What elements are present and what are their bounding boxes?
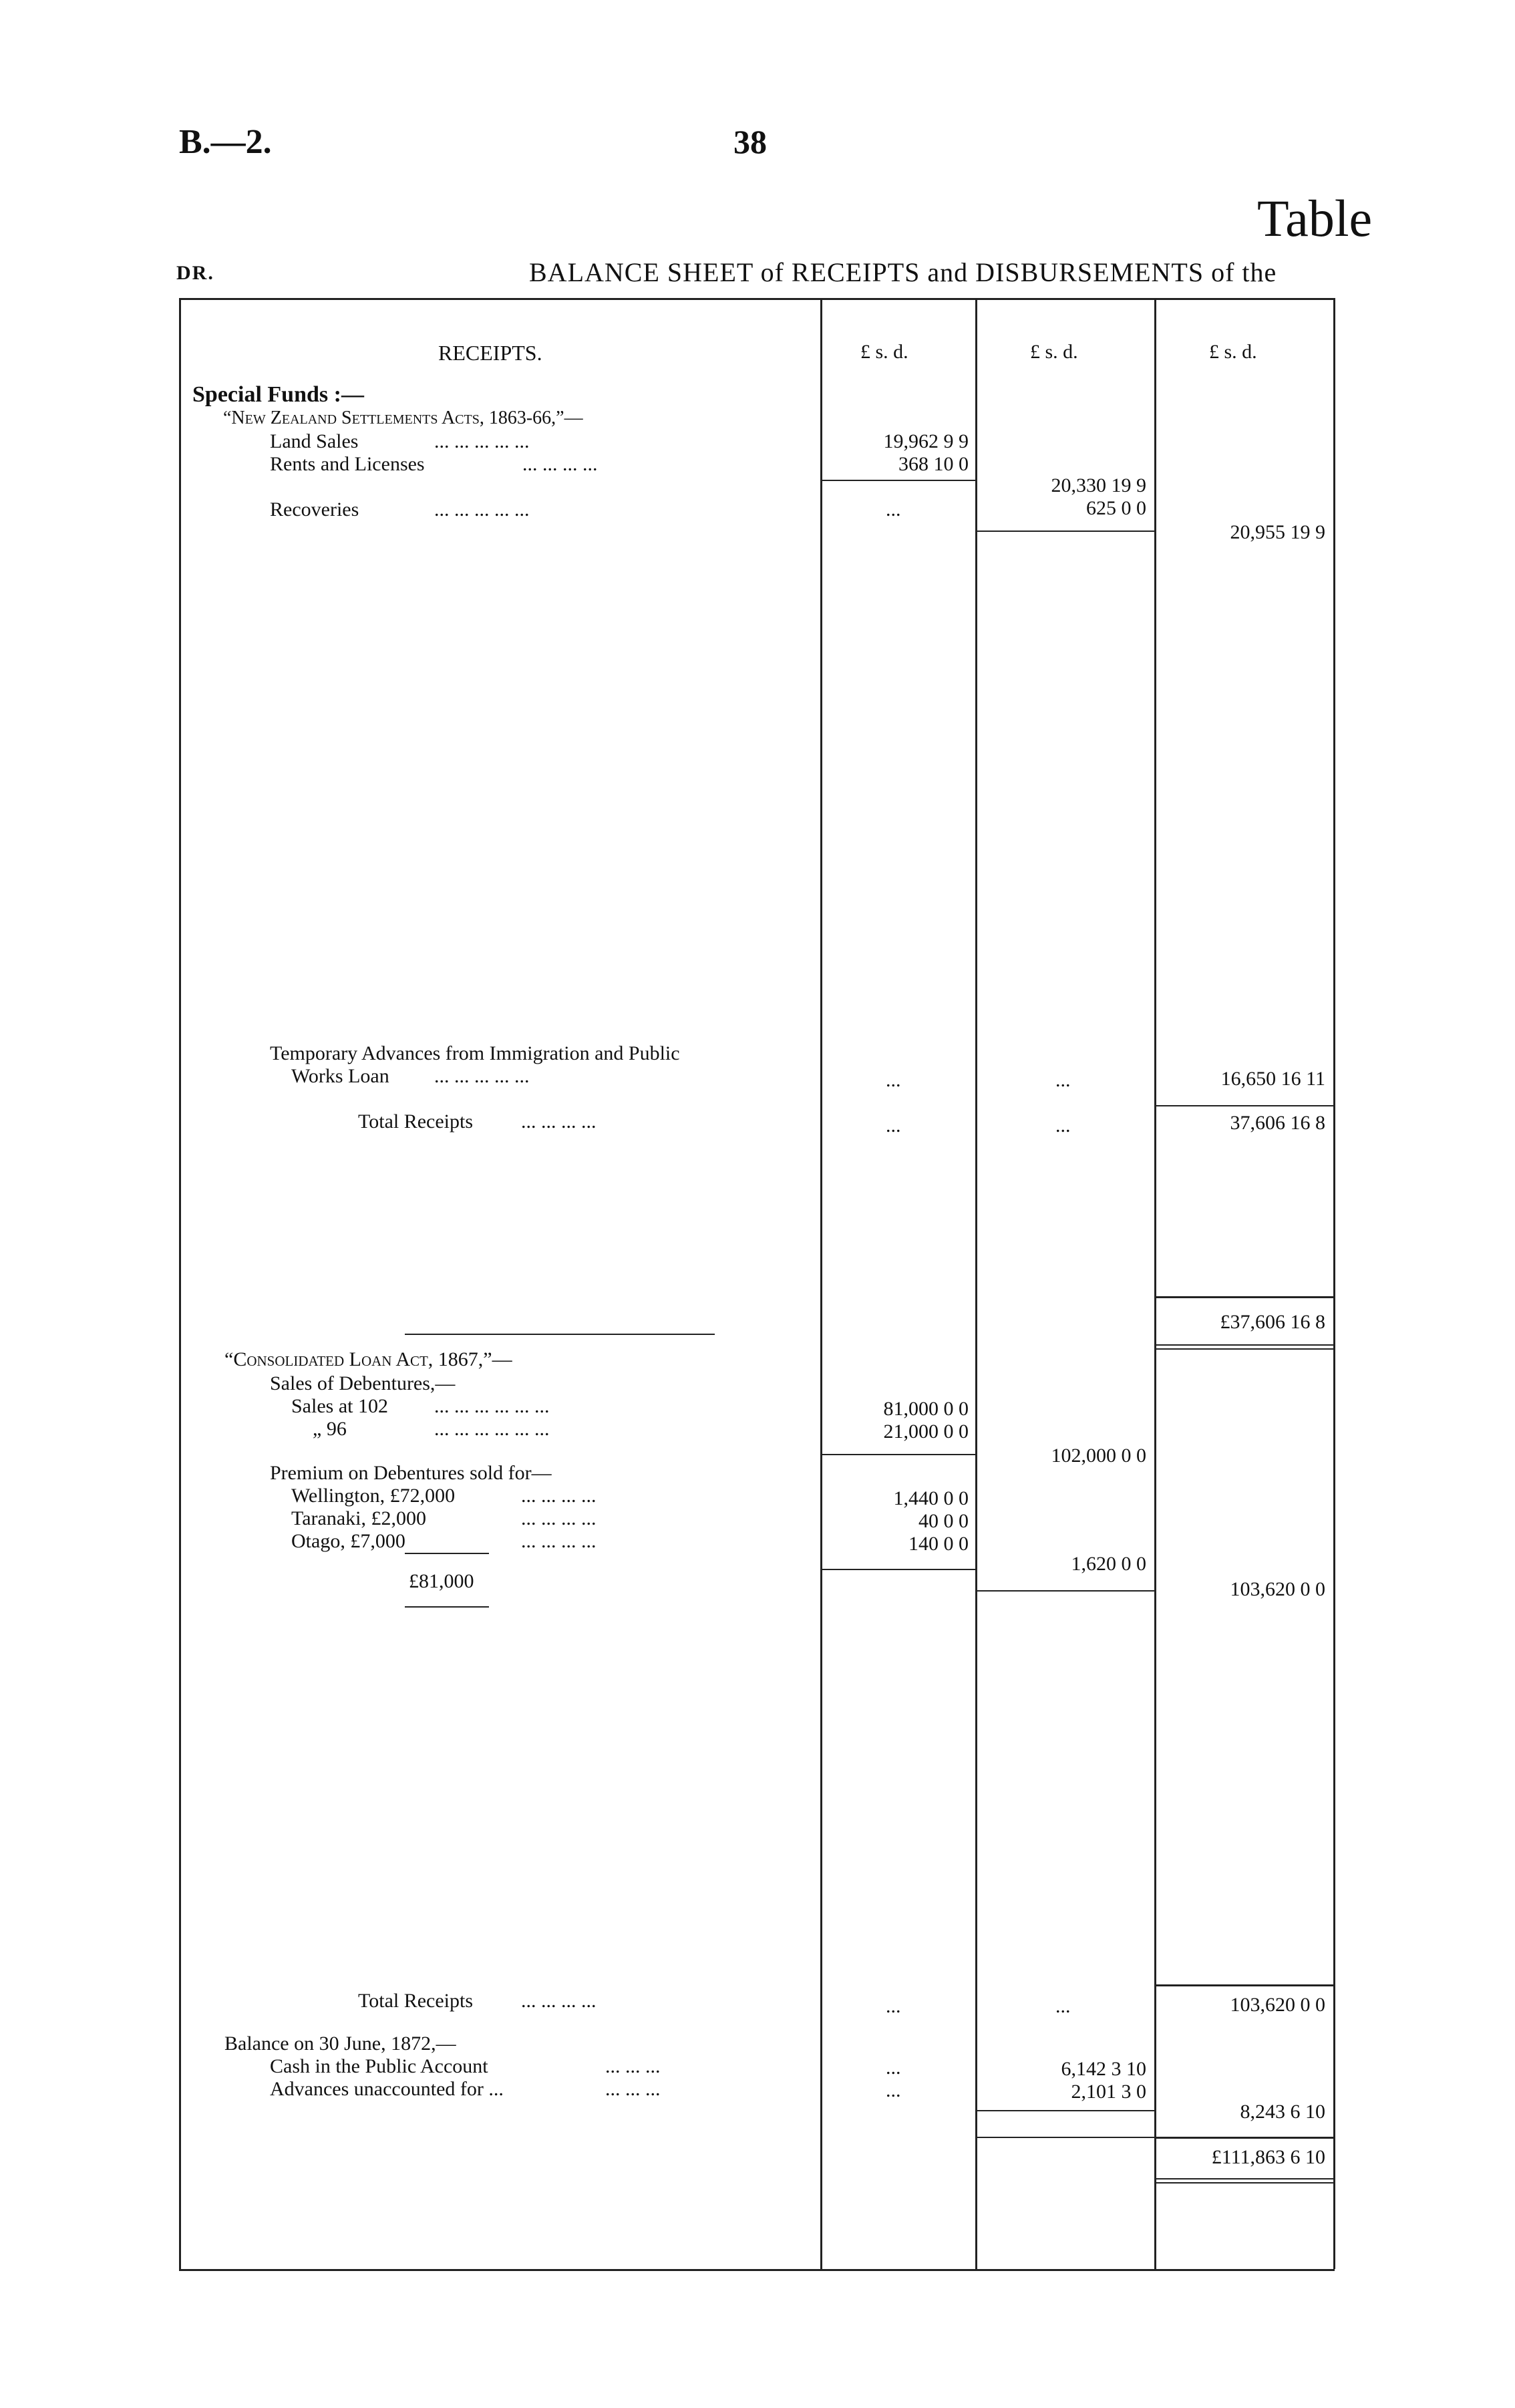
balance-total: 8,243 6 10 (1240, 2101, 1325, 2123)
leader-dots: ... ... ... ... (521, 1507, 597, 1529)
sheet-title: BALANCE SHEET of RECEIPTS and DISBURSEMENTS of the (529, 257, 1277, 287)
subtotal-rule (820, 1454, 975, 1455)
grand-total-double-rule (1154, 1344, 1333, 1346)
temporary-advances-amount: 16,650 16 11 (1220, 1068, 1325, 1090)
grand-total-double-rule (1154, 2182, 1333, 2184)
money-header-1: £ s. d. (860, 341, 908, 363)
total-receipts-label: Total Receipts (358, 1990, 474, 2012)
otago-label: Otago, £7,000 (291, 1530, 405, 1552)
table-heading: Table (1257, 189, 1373, 247)
money-header-2: £ s. d. (1030, 341, 1078, 363)
section-divider (405, 1334, 715, 1335)
debenture-sales-subtotal: 102,000 0 0 (1051, 1445, 1146, 1467)
advances-col1: ... (886, 2079, 901, 2101)
special-funds-total: 20,955 19 9 (1230, 521, 1325, 543)
leader-dots: ... ... ... ... ... ... (434, 1395, 550, 1417)
total-receipts-amount: 37,606 16 8 (1230, 1112, 1325, 1134)
table-top-rule (179, 298, 1335, 300)
sales-102-amount: 81,000 0 0 (883, 1398, 969, 1420)
land-sales-amount: 19,962 9 9 (883, 430, 969, 452)
leader-dots: ... ... ... ... (521, 1990, 597, 2012)
total-rule (1154, 1105, 1333, 1106)
document-code: B.—2. (179, 123, 272, 161)
total-receipts-col1: ... (886, 1995, 901, 2017)
taranaki-label: Taranaki, £2,000 (291, 1507, 427, 1529)
subtotal-1: 20,330 19 9 (1051, 474, 1146, 496)
right-border (1333, 298, 1335, 2269)
subtotal-rule (820, 480, 975, 481)
subtotal-rule (975, 1590, 1154, 1592)
premium-heading: Premium on Debentures sold for— (270, 1462, 552, 1484)
advances-label: Advances unaccounted for ... (270, 2078, 504, 2100)
receipts-column-header: RECEIPTS. (438, 341, 542, 365)
table-bottom-rule (179, 2269, 1335, 2271)
leader-dots: ... ... ... ... ... (434, 430, 530, 452)
otago-amount: 140 0 0 (908, 1533, 969, 1555)
col-divider-3 (1154, 298, 1156, 2269)
rents-amount: 368 10 0 (898, 453, 969, 475)
grand-total-final: £111,863 6 10 (1211, 2146, 1325, 2168)
works-loan-label: Works Loan (291, 1065, 389, 1087)
consolidated-act-heading: “Consolidated Loan Act, 1867,”— (224, 1348, 512, 1370)
premium-sum-note: £81,000 (409, 1570, 474, 1592)
temporary-col2: ... (1055, 1069, 1071, 1091)
page-number: 38 (733, 123, 767, 160)
temporary-col1: ... (886, 1069, 901, 1091)
sales-102-label: Sales at 102 (291, 1395, 388, 1417)
land-sales-label: Land Sales (270, 430, 359, 452)
leader-dots: ... ... ... ... ... ... (434, 1418, 550, 1440)
total-receipts-amount: 103,620 0 0 (1230, 1994, 1325, 2016)
premium-subtotal: 1,620 0 0 (1071, 1553, 1146, 1575)
consolidated-loan-total: 103,620 0 0 (1230, 1578, 1325, 1600)
recoveries-label: Recoveries (270, 498, 359, 520)
grand-total-first: £37,606 16 8 (1220, 1311, 1325, 1333)
total-receipts-col2: ... (1055, 1114, 1071, 1137)
wellington-amount: 1,440 0 0 (893, 1487, 969, 1509)
total-receipts-col2: ... (1055, 1995, 1071, 2017)
subtotal-rule (975, 531, 1154, 532)
leader-dots: ... ... ... ... (521, 1485, 597, 1507)
leader-dots: ... ... ... (605, 2078, 661, 2100)
subtotal-rule (820, 1569, 975, 1570)
grand-total-rule (1154, 2137, 1333, 2139)
subtotal-2: 625 0 0 (1086, 497, 1146, 519)
debit-label: DR. (176, 262, 214, 284)
cash-label: Cash in the Public Account (270, 2055, 488, 2077)
sales-96-amount: 21,000 0 0 (883, 1420, 969, 1443)
col-divider-2 (975, 298, 977, 2269)
settlements-act-heading: “New Zealand Settlements Acts, 1863-66,”— (223, 408, 583, 428)
leader-dots: ... ... ... ... ... (434, 498, 530, 520)
recoveries-col1: ... (886, 498, 901, 520)
money-header-3: £ s. d. (1209, 341, 1257, 363)
leader-dots: ... ... ... ... (521, 1110, 597, 1133)
cash-col1: ... (886, 2057, 901, 2079)
leader-dots: ... ... ... ... (521, 1530, 597, 1552)
special-funds-heading: Special Funds :— (192, 382, 364, 407)
temporary-advances-label: Temporary Advances from Immigration and Public (270, 1042, 680, 1064)
leader-dots: ... ... ... ... (522, 453, 598, 475)
subtotal-rule (975, 2110, 1154, 2111)
total-rule (1154, 1984, 1333, 1986)
total-receipts-label: Total Receipts (358, 1110, 474, 1133)
col-divider-1 (820, 298, 822, 2269)
rents-label: Rents and Licenses (270, 453, 425, 475)
sum-rule (405, 1553, 489, 1554)
grand-total-rule (975, 2137, 1154, 2138)
grand-total-double-rule (1154, 2178, 1333, 2179)
total-receipts-col1: ... (886, 1114, 901, 1137)
cash-amount: 6,142 3 10 (1061, 2058, 1146, 2080)
sales-96-label: „ 96 (313, 1418, 347, 1440)
sales-heading: Sales of Debentures,— (270, 1372, 456, 1394)
leader-dots: ... ... ... (605, 2055, 661, 2077)
grand-total-double-rule (1154, 1348, 1333, 1350)
sum-rule (405, 1606, 489, 1608)
wellington-label: Wellington, £72,000 (291, 1485, 456, 1507)
leader-dots: ... ... ... ... ... (434, 1065, 530, 1087)
taranaki-amount: 40 0 0 (918, 1510, 969, 1532)
left-border (179, 298, 181, 2269)
balance-heading: Balance on 30 June, 1872,— (224, 2033, 456, 2055)
grand-total-rule (1154, 1296, 1333, 1298)
advances-amount: 2,101 3 0 (1071, 2081, 1146, 2103)
